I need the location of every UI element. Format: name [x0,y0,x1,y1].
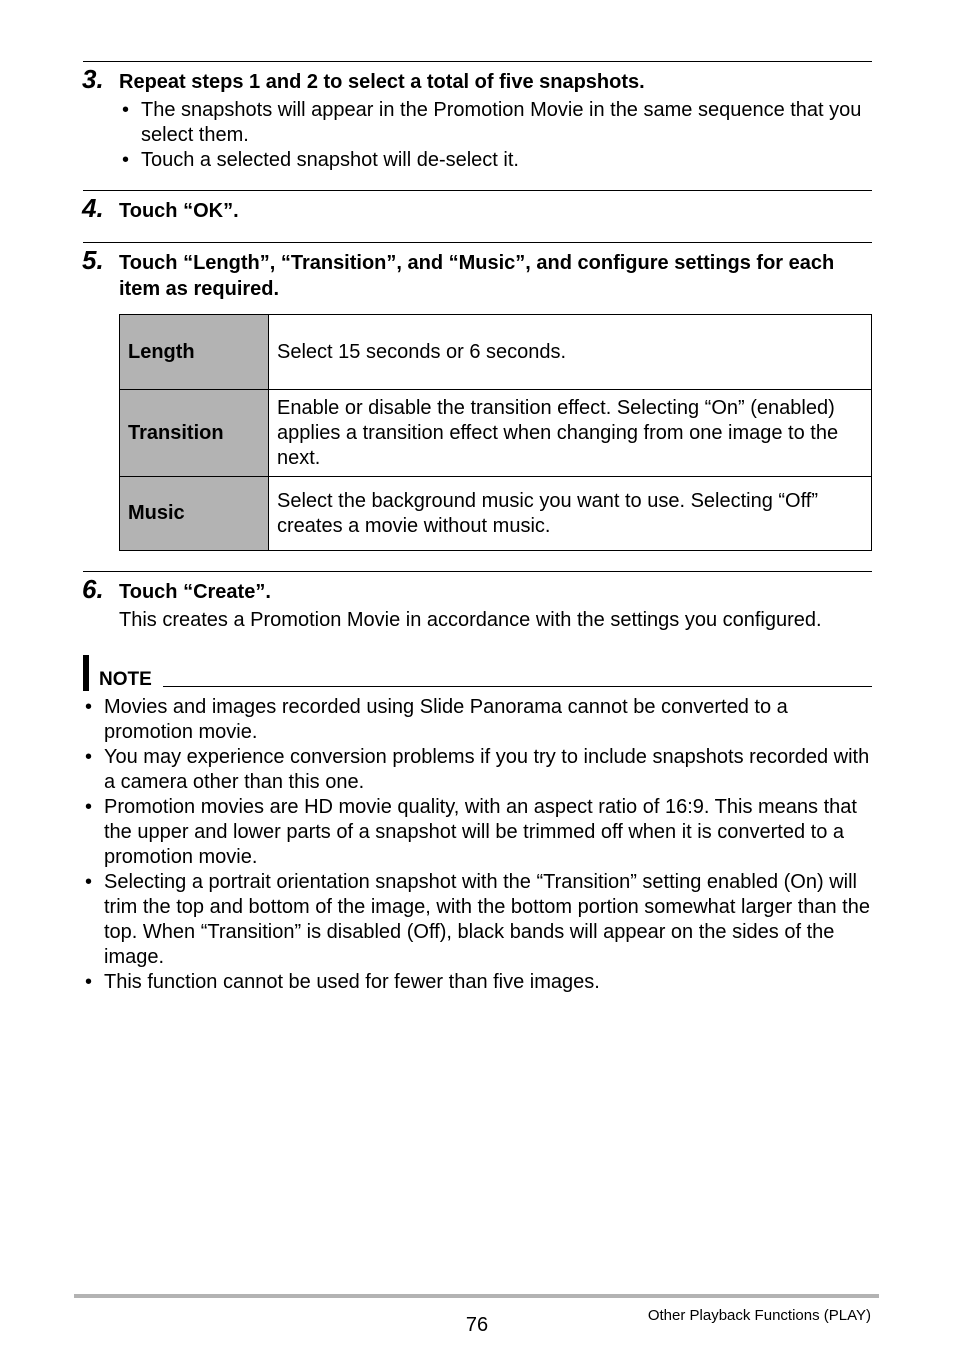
list-item: • Movies and images recorded using Slide Panorama cannot be converted to a promotion movie. [85,696,788,743]
note-divider [163,686,872,687]
step-5-title: Touch “Length”, “Transition”, and “Music”, and configure settings for each item as required. [119,252,835,300]
bullet-dot: • [85,746,93,768]
footer-section-title: Other Playback Functions (PLAY) [647,1307,871,1324]
step-6-body: This creates a Promotion Movie in accordance with the settings you configured. [119,609,822,631]
note-list [82,695,872,995]
step-3-bullets [119,98,869,173]
step-3-bullet-2: • Touch a selected snapshot will de-select it. [122,149,519,171]
note-marker-bar [83,655,89,691]
bullet-dot: • [85,871,93,893]
bullet-dot: • [85,971,93,993]
step-5-divider [83,242,872,243]
table-row [120,390,872,477]
step-3-title: Repeat steps 1 and 2 to select a total of five snapshots. [119,71,645,93]
table-row [120,315,872,390]
settings-table [119,314,872,551]
step-6-number: 6. [82,574,104,604]
setting-key-music: Music [120,477,269,551]
list-item: • This function cannot be used for fewer than five images. [85,971,600,993]
step-6-divider [83,571,872,572]
bullet-dot: • [85,796,93,818]
step-4-number: 4. [82,193,104,223]
setting-value-transition: Enable or disable the transition effect. Selecting “On” (enabled) applies a transition effect when changing from one image to the next. [269,390,872,477]
page-number: 76 [465,1314,489,1336]
step-6-title: Touch “Create”. [119,581,271,603]
step-4-title: Touch “OK”. [119,200,239,222]
step-3-divider [83,61,872,62]
bullet-dot: • [85,696,93,718]
note-label: NOTE [99,669,152,690]
bullet-dot: • [122,99,130,121]
step-3-bullet-1: • The snapshots will appear in the Promotion Movie in the same sequence that you select them. [122,99,862,146]
step-4-divider [83,190,872,191]
setting-value-length: Select 15 seconds or 6 seconds. [269,315,872,390]
setting-key-transition: Transition [120,390,269,477]
bullet-dot: • [122,149,130,171]
list-item: • You may experience conversion problems if you try to include snapshots recorded with a camera other than this one. [85,746,870,793]
step-5-number: 5. [82,245,104,275]
list-item: • Promotion movies are HD movie quality, with an aspect ratio of 16:9. This means that the upper and lower parts of a snapshot will be trimmed off when it is converted to a promotion movie. [85,796,857,868]
step-3-number: 3. [82,64,104,94]
footer-divider [74,1294,879,1298]
table-row [120,477,872,551]
list-item: • Selecting a portrait orientation snapshot with the “Transition” setting enabled (On) will trim the top and bottom of the image, with the bottom portion somewhat larger than the top. When “Transition” is disabled (Off), black bands will appear on the sides of the image. [85,871,870,968]
setting-key-length: Length [120,315,269,390]
setting-value-music: Select the background music you want to use. Selecting “Off” creates a movie without music. [269,477,872,551]
